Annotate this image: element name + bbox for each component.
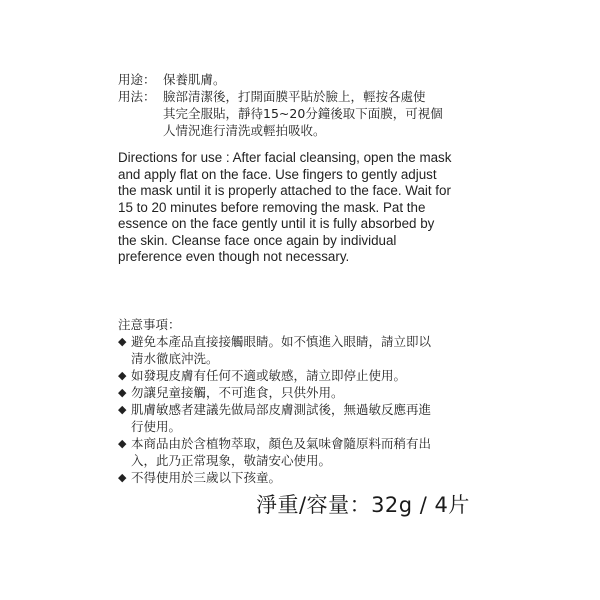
note-item bbox=[118, 367, 498, 384]
diamond-bullet-icon: ◆ bbox=[118, 437, 127, 450]
method-text bbox=[163, 88, 443, 139]
directions-line: the mask until it is properly attached to the face. Wait for bbox=[118, 183, 451, 198]
method-label: 用法： bbox=[118, 89, 156, 104]
note-item bbox=[118, 333, 498, 367]
directions-line: 15 to 20 minutes before removing the mask. Pat the bbox=[118, 199, 426, 215]
note-line: 本商品由於含植物萃取，顏色及氣味會隨原料而稍有出 bbox=[131, 436, 432, 451]
diamond-bullet-icon: ◆ bbox=[118, 369, 127, 382]
note-item bbox=[118, 384, 498, 401]
purpose-row bbox=[118, 71, 498, 88]
purpose-label: 用途： bbox=[118, 72, 156, 87]
directions-line: Directions for use : After facial cleansing, open the mask bbox=[118, 150, 452, 165]
directions-line: and apply flat on the face. Use fingers to gently adjust bbox=[118, 166, 437, 182]
method-line: 臉部清潔後，打開面膜平貼於臉上，輕按各處使 bbox=[163, 89, 426, 104]
directions-line: essence on the face gently until it is fully absorbed by bbox=[118, 216, 435, 231]
note-line: 如發現皮膚有任何不適或敏感，請立即停止使用。 bbox=[131, 368, 407, 383]
method-row bbox=[118, 88, 498, 139]
note-line: 清水徹底沖洗。 bbox=[131, 351, 219, 366]
note-line: 避免本產品直接接觸眼睛。如不慎進入眼睛，請立即以 bbox=[131, 334, 432, 349]
diamond-bullet-icon: ◆ bbox=[118, 335, 127, 348]
usage-section bbox=[118, 71, 498, 139]
note-item bbox=[118, 435, 498, 469]
method-line: 人情況進行清洗或輕拍吸收。 bbox=[163, 123, 326, 138]
note-line: 行使用。 bbox=[131, 419, 182, 434]
directions-english bbox=[118, 150, 498, 266]
net-weight: 淨重/容量：32g / 4片 bbox=[256, 493, 470, 517]
note-line: 不得使用於三歲以下孩童。 bbox=[131, 470, 282, 485]
directions-line: preference even though not necessary. bbox=[118, 249, 350, 264]
diamond-bullet-icon: ◆ bbox=[118, 386, 127, 399]
diamond-bullet-icon: ◆ bbox=[118, 403, 127, 416]
note-line: 入，此乃正常現象，敬請安心使用。 bbox=[131, 453, 332, 468]
note-line: 勿讓兒童接觸，不可進食，只供外用。 bbox=[131, 385, 344, 400]
directions-line: the skin. Cleanse face once again by individual bbox=[118, 232, 397, 248]
notes-title: 注意事項： bbox=[118, 317, 181, 332]
method-line: 其完全服貼，靜待15~20分鐘後取下面膜，可視個 bbox=[163, 106, 443, 121]
purpose-text: 保養肌膚。 bbox=[163, 72, 226, 87]
notes-section bbox=[118, 316, 498, 486]
note-line: 肌膚敏感者建議先做局部皮膚測試後，無過敏反應再進 bbox=[131, 402, 432, 417]
diamond-bullet-icon: ◆ bbox=[118, 471, 127, 484]
note-item bbox=[118, 401, 498, 435]
note-item bbox=[118, 469, 498, 486]
